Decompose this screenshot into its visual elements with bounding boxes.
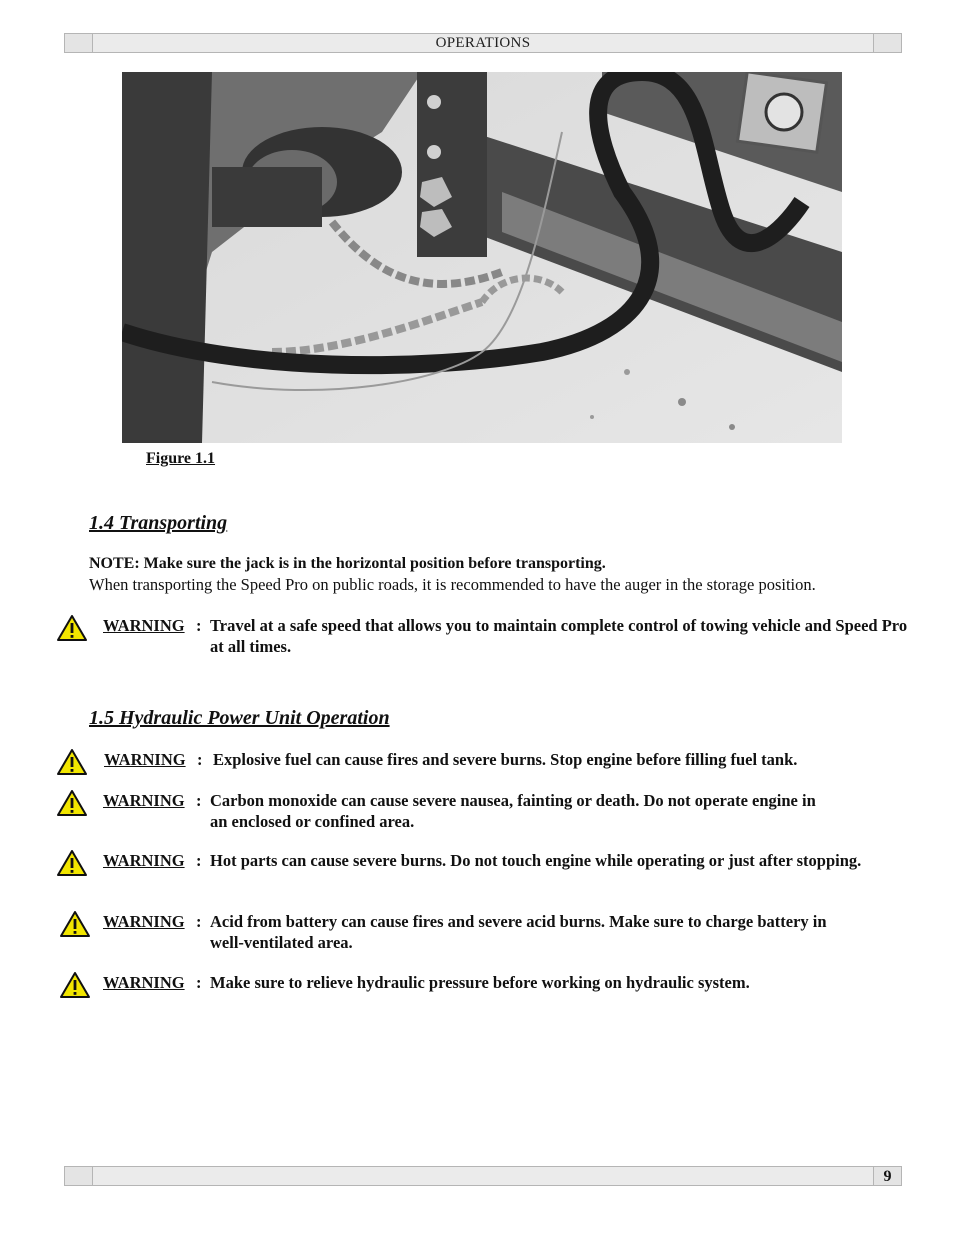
warning-icon: [59, 971, 91, 999]
footer-bar-left-cap: [65, 1167, 93, 1185]
warning-label: WARNING: [103, 973, 185, 992]
transport-note: NOTE: Make sure the jack is in the horizontal position before transporting.: [89, 555, 606, 572]
figure-caption: Figure 1.1: [146, 450, 216, 467]
page-number: 9: [883, 1168, 892, 1185]
warning-text: Travel at a safe speed that allows you to maintain complete control of towing vehicle and Speed Pro at all times.: [210, 616, 908, 656]
warning-colon: :: [197, 750, 203, 769]
warning-label: WARNING: [103, 851, 185, 870]
figure-photo: [122, 72, 842, 443]
warning-text: Explosive fuel can cause fires and severe burns. Stop engine before filling fuel tank.: [213, 750, 798, 769]
header-title: OPERATIONS: [435, 35, 531, 51]
warning-icon: [56, 849, 88, 877]
warning-colon: :: [196, 973, 202, 992]
warning-colon: :: [196, 851, 202, 870]
warning-icon: [56, 748, 88, 776]
warning-colon: :: [196, 791, 202, 810]
header-bar: [64, 33, 902, 53]
section-title-hydraulic: 1.5 Hydraulic Power Unit Operation: [89, 707, 390, 729]
transport-body: When transporting the Speed Pro on public roads, it is recommended to have the auger in the storage position.: [89, 575, 816, 594]
warning-label: WARNING: [103, 616, 185, 635]
warning-text: Make sure to relieve hydraulic pressure before working on hydraulic system.: [210, 973, 750, 992]
footer-bar: [64, 1166, 902, 1186]
warning-colon: :: [196, 616, 202, 635]
warning-text: Acid from battery can cause fires and severe acid burns. Make sure to charge battery in well-ventilated area.: [210, 912, 827, 952]
warning-icon: [56, 789, 88, 817]
warning-label: WARNING: [103, 791, 185, 810]
warning-label: WARNING: [103, 912, 185, 931]
header-bar-right-cap: [873, 34, 901, 52]
warning-label: WARNING: [104, 750, 186, 769]
warning-colon: :: [196, 912, 202, 931]
warning-icon: [56, 614, 88, 642]
warning-icon: [59, 910, 91, 938]
section-title-transporting: 1.4 Transporting: [89, 512, 228, 534]
warning-text: Hot parts can cause severe burns. Do not touch engine while operating or just after stopping.: [210, 851, 862, 870]
warning-text: Carbon monoxide can cause severe nausea, fainting or death. Do not operate engine in an enclosed or confined area.: [210, 791, 816, 831]
